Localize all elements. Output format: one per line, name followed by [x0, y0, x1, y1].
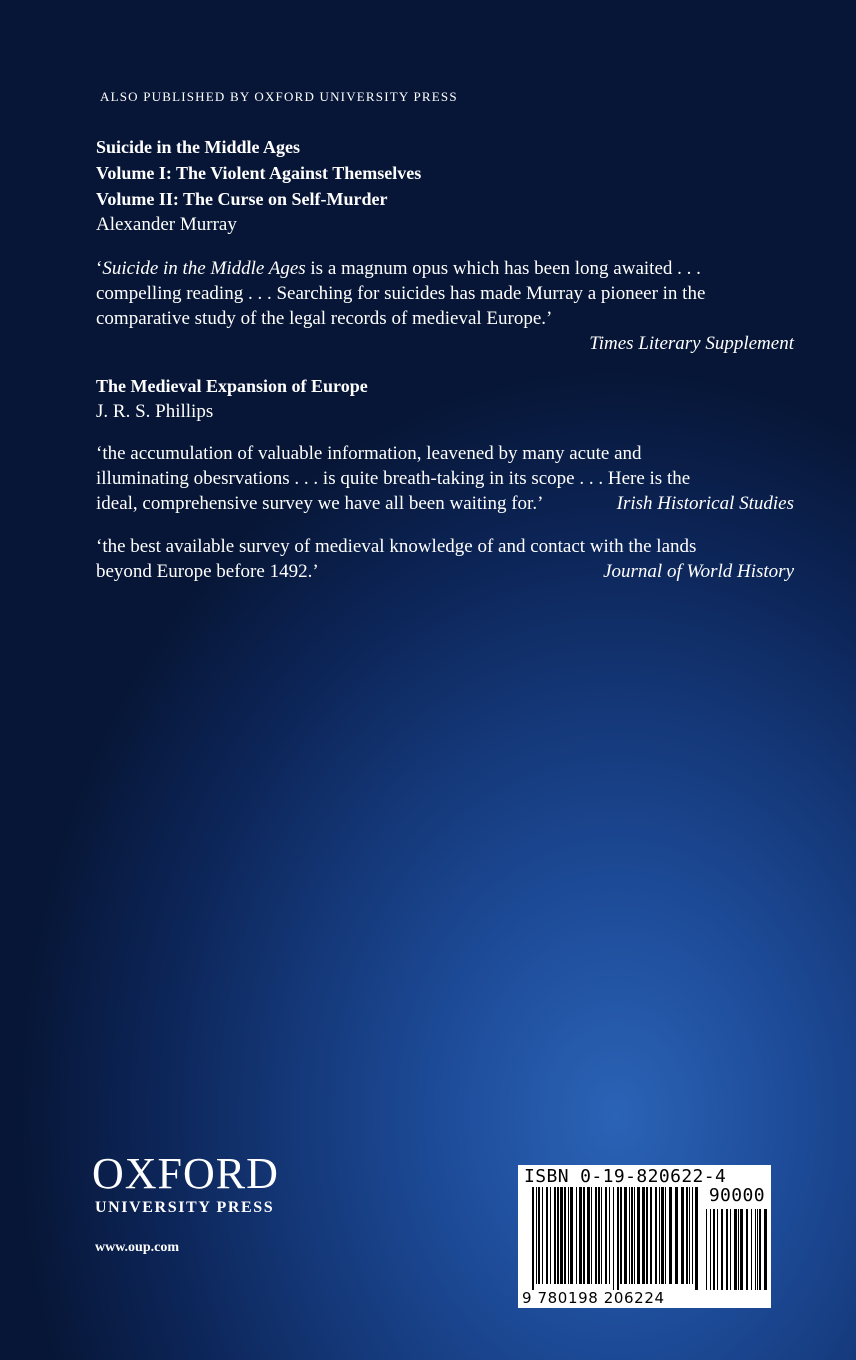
quote-line-rest: is a magnum opus which has been long awaited . . . — [305, 258, 701, 279]
also-published-header: ALSO PUBLISHED BY OXFORD UNIVERSITY PRESS — [100, 89, 458, 104]
book-author: Alexander Murray — [96, 214, 237, 235]
review-quote-tls — [96, 256, 794, 356]
barcode-bar — [601, 1187, 602, 1284]
barcode-bar — [659, 1187, 660, 1284]
barcode-bar — [726, 1209, 728, 1290]
barcode-bar — [591, 1187, 592, 1284]
barcode-bar — [564, 1187, 566, 1284]
barcode-bar — [764, 1209, 767, 1290]
ean-digits: 9 780198 206224 — [522, 1289, 665, 1307]
barcode-bar — [655, 1187, 657, 1284]
barcode-bar — [557, 1187, 559, 1284]
barcode-bar — [629, 1187, 630, 1284]
barcode-bar — [609, 1187, 610, 1284]
barcode-bar — [568, 1187, 569, 1284]
barcode-bar — [536, 1187, 537, 1284]
quote-source: Journal of World History — [603, 561, 794, 582]
quote-source: Times Literary Supplement — [589, 333, 794, 354]
barcode-bar — [721, 1209, 723, 1290]
barcode-bar — [661, 1187, 664, 1284]
barcode-bar — [554, 1187, 556, 1284]
quote-line: ‘the best available survey of medieval knowledge of and contact with the lands — [96, 536, 697, 557]
website-link[interactable]: www.oup.com — [95, 1240, 180, 1255]
isbn-number: ISBN 0-19-820622-4 — [524, 1166, 727, 1187]
barcode-bar — [665, 1187, 666, 1284]
barcode-bar — [570, 1187, 573, 1284]
barcode-bar — [675, 1187, 678, 1284]
barcode-bar — [642, 1187, 645, 1284]
barcode-bar — [751, 1209, 752, 1290]
barcode-bar — [706, 1209, 707, 1290]
university-press-label: UNIVERSITY PRESS — [95, 1199, 275, 1216]
review-quote-irish — [96, 441, 794, 516]
barcode-bar — [689, 1187, 690, 1284]
review-quote-world-history — [96, 534, 794, 584]
barcode-bar — [713, 1209, 715, 1290]
barcode-bar — [730, 1209, 731, 1290]
price-code: 90000 — [708, 1185, 765, 1206]
barcode-bar — [734, 1209, 737, 1290]
barcode-bar — [759, 1209, 761, 1290]
barcode-bar — [710, 1209, 711, 1290]
barcode-bar — [650, 1187, 652, 1284]
barcode-bar — [587, 1187, 590, 1284]
barcode-bar — [613, 1187, 614, 1290]
barcode-bar — [757, 1209, 758, 1290]
barcode-bar — [595, 1187, 597, 1284]
book-entry-medieval-expansion — [96, 373, 794, 425]
barcode-bar — [637, 1187, 640, 1284]
quote-line: illuminating obesrvations . . . is quite breath-taking in its scope . . . Here is the — [96, 468, 691, 489]
quote-line-text: ideal, comprehensive survey we have all been waiting for.’ — [96, 493, 544, 514]
barcode-bar — [583, 1187, 585, 1284]
book-subtitle-volume-1: Volume I: The Violent Against Themselves — [96, 163, 422, 183]
barcode-bar — [560, 1187, 563, 1284]
barcode-bar — [634, 1187, 635, 1284]
quote-line — [96, 256, 794, 281]
quote-line — [96, 491, 794, 516]
isbn-barcode — [518, 1165, 771, 1308]
barcode-bar — [738, 1209, 739, 1290]
barcode-bar — [669, 1187, 672, 1284]
quote-italic-title: Suicide in the Middle Ages — [102, 258, 306, 279]
barcode-bar — [542, 1187, 543, 1284]
barcode-bar — [617, 1187, 619, 1290]
barcode-bar — [620, 1187, 622, 1284]
barcode-bar — [692, 1187, 693, 1284]
barcode-bar — [605, 1187, 607, 1284]
barcode-bar — [755, 1209, 756, 1290]
barcode-bar — [717, 1209, 718, 1290]
quote-line: ‘the accumulation of valuable information, leavened by many acute and — [96, 443, 642, 464]
barcode-bar — [686, 1187, 688, 1284]
barcode-bar — [576, 1187, 577, 1284]
barcode-bar — [598, 1187, 600, 1284]
barcode-bar — [740, 1209, 743, 1290]
book-subtitle-volume-2: Volume II: The Curse on Self-Murder — [96, 189, 388, 209]
quote-line — [96, 559, 794, 584]
book-author: J. R. S. Phillips — [96, 401, 214, 422]
barcode-bar — [546, 1187, 548, 1284]
oxford-logo: OXFORD — [92, 1149, 279, 1198]
barcode-bar — [631, 1187, 633, 1284]
barcode-bar — [746, 1209, 748, 1290]
barcode-bar — [624, 1187, 627, 1284]
book-entry-suicide — [96, 134, 794, 238]
book-title: The Medieval Expansion of Europe — [96, 376, 368, 396]
barcode-bar — [681, 1187, 684, 1284]
barcode-bar — [579, 1187, 582, 1284]
barcode-bar — [550, 1187, 551, 1284]
quote-line: comparative study of the legal records of medieval Europe.’ — [96, 308, 553, 329]
barcode-bar — [646, 1187, 648, 1284]
quote-line-text: beyond Europe before 1492.’ — [96, 561, 319, 582]
book-title-line: Suicide in the Middle Ages — [96, 137, 301, 157]
quote-open-mark: ‘ — [96, 258, 103, 279]
barcode-bar — [695, 1187, 698, 1290]
barcode-bar — [532, 1187, 534, 1290]
quote-line: compelling reading . . . Searching for suicides has made Murray a pioneer in the — [96, 283, 706, 304]
barcode-bar — [538, 1187, 540, 1284]
quote-source: Irish Historical Studies — [616, 493, 794, 514]
